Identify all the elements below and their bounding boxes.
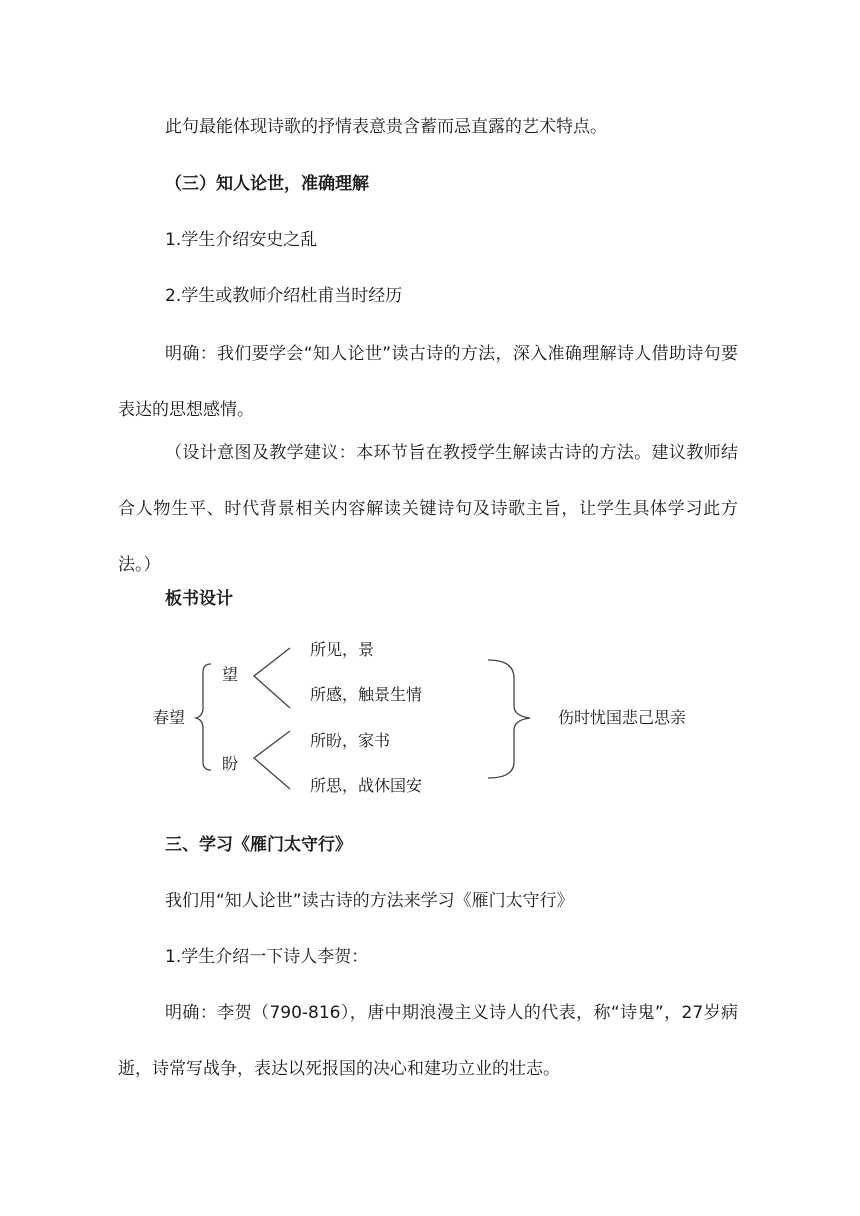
board-pan-b: 所思，战休国安 — [310, 776, 423, 795]
board-wang-b: 所感，触景生情 — [310, 685, 423, 704]
board-pan: 盼 — [222, 754, 239, 773]
list-item: 1.学生介绍一下诗人李贺： — [165, 947, 369, 967]
paragraph-clarification: 明确：我们要学会“知人论世”读古诗的方法，深入准确理解诗人借助诗句要表达的思想感情。 — [118, 344, 738, 420]
list-item: 2.学生或教师介绍杜甫当时经历 — [165, 286, 403, 306]
board-design-heading: 板书设计 — [165, 589, 233, 609]
paragraph: 此句最能体现诗歌的抒情表意贵含蓄而忌直露的艺术特点。 — [165, 117, 607, 137]
paragraph-intro: 我们用“知人论世”读古诗的方法来学习《雁门太守行》 — [165, 891, 574, 911]
board-root: 春望 — [153, 708, 186, 727]
section-heading: （三）知人论世，准确理解 — [165, 174, 369, 194]
paragraph-design-note: （设计意图及教学建议：本环节旨在教授学生解读古诗的方法。建议教师结合人物生平、时代背景相关内容解读关键诗句及诗歌主旨，让学生具体学习此方法。） — [118, 443, 738, 575]
pan-chevron — [254, 731, 290, 789]
list-item: 1.学生介绍安史之乱 — [165, 230, 318, 250]
board-wang-a: 所见，景 — [310, 640, 375, 659]
board-wang: 望 — [222, 665, 239, 684]
board-conclusion: 伤时忧国悲己思亲 — [558, 708, 687, 727]
right-brace — [488, 660, 530, 778]
wang-chevron — [254, 648, 290, 708]
part-heading: 三、学习《雁门太守行》 — [165, 835, 352, 855]
board-pan-a: 所盼，家书 — [310, 731, 391, 750]
paragraph-clarification-li-he: 明确：李贺（790-816），唐中期浪漫主义诗人的代表，称“诗鬼”，27岁病逝，诗常写战争，表达以死报国的决心和建功立业的壮志。 — [118, 1003, 738, 1079]
left-brace — [196, 664, 211, 770]
